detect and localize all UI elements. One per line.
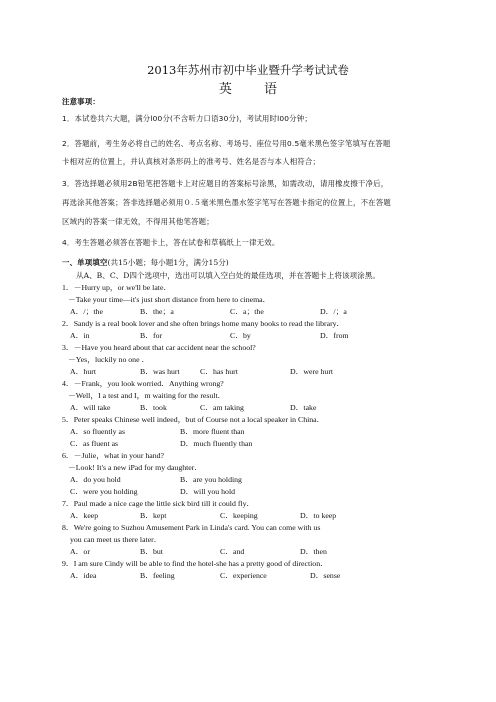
option-c[interactable]: C．as fluent as: [70, 439, 119, 448]
option-b[interactable]: B．more fluent than: [180, 427, 245, 436]
option-d[interactable]: D．/；a: [320, 307, 347, 316]
option-b[interactable]: B．took: [140, 403, 167, 412]
option-a[interactable]: A．hurt: [70, 367, 96, 376]
question-stem: 3．－Have you heard about that car accident near the school?: [62, 343, 256, 352]
option-a[interactable]: A．in: [70, 331, 90, 340]
option-b[interactable]: B．kept: [140, 511, 167, 520]
notice-item: 1．本试卷共六大题，满分l00分(不含听力口语30分)，考试用时l00分钟；: [62, 114, 312, 123]
option-a[interactable]: A．/；the: [70, 307, 103, 316]
option-b[interactable]: B．was hurt: [140, 367, 180, 376]
option-c[interactable]: C．were you holding: [70, 487, 138, 496]
question-stem: you can meet us there later．: [70, 535, 162, 544]
question-stem: 9．I am sure Cindy will be able to find the hotel-she has a pretty good of direction．: [62, 559, 328, 568]
section-heading-row: [62, 258, 442, 268]
option-a[interactable]: A．will take: [70, 403, 111, 412]
option-a[interactable]: A．idea: [70, 571, 97, 580]
option-d[interactable]: D．sense: [310, 571, 341, 580]
notice-item: 再选涂其他答案；答非选择题必须用０.５毫米黑色墨水签字笔写在答题卡指定的位置上，不在答题: [62, 198, 391, 207]
option-c[interactable]: C．a；the: [230, 307, 264, 316]
section-instruction: 从A、B、C、D四个选项中，选出可以填入空白处的最佳选项，并在答题卡上将该项涂黑。: [76, 271, 380, 280]
option-a[interactable]: A．or: [70, 547, 90, 556]
option-d[interactable]: D．take: [290, 403, 317, 412]
option-d[interactable]: D．from: [320, 331, 349, 340]
option-c[interactable]: C．experience: [220, 571, 267, 580]
question-stem: 2．Sandy is a real book lover and she often brings home many books to read the library．: [62, 319, 345, 328]
notice-item: 2．答题前，考生务必将自己的姓名、考点名称、考场号、座位号用0.5毫米黑色签字笔填写在答题: [62, 139, 391, 148]
option-c[interactable]: C．and: [220, 547, 245, 556]
question-stem: －Yes，luckily no one ．: [68, 355, 150, 364]
question-stem: 5．Peter speaks Chinese well indeed，but of Course not a local speaker in China．: [62, 415, 325, 424]
option-d[interactable]: D．then: [300, 547, 327, 556]
option-c[interactable]: C．keeping: [220, 511, 258, 520]
option-a[interactable]: A．so fluently as: [70, 427, 126, 436]
option-b[interactable]: B．feeling: [140, 571, 175, 580]
notice-heading: 注意事项：: [62, 97, 100, 106]
option-c[interactable]: C．am taking: [200, 403, 244, 412]
question-stem: －Take your time—it's just short distance from here to cinema．: [68, 295, 271, 304]
option-b[interactable]: B．but: [140, 547, 163, 556]
exam-title: 2013年苏州市初中毕业暨升学考试试卷: [147, 63, 349, 77]
question-stem: 8．We're going to Suzhou Amusement Park in Linda's card. You can come with us: [62, 523, 321, 532]
question-stem: 6．－Julie，what in your hand?: [62, 451, 164, 460]
question-stem: 7．Paul made a nice cage the little sick bird till it could fly．: [62, 499, 255, 508]
notice-item: 卡相对应的位置上，并认真核对条形码上的准考号、姓名是否与本人相符合；: [62, 157, 321, 166]
option-a[interactable]: A．keep: [70, 511, 99, 520]
notice-item: 3．答选择题必须用2B铅笔把答题卡上对应题目的答案标号涂黑，如需改动，请用橡皮擦干净后，: [62, 179, 389, 188]
subject-title: 英 语: [218, 82, 292, 97]
question-stem: 1．－Hurry up，or we'll be late．: [62, 283, 172, 292]
option-c[interactable]: C．by: [230, 331, 251, 340]
notice-item: 4．考生答题必须答在答题卡上，答在试卷和草稿纸上一律无效。: [62, 238, 280, 247]
option-d[interactable]: D．will you hold: [180, 487, 236, 496]
notice-item: 区域内的答案一律无效，不得用其他笔答题；: [62, 217, 214, 226]
section-heading-note: (共15小题；每小题1分，满分15分): [107, 258, 229, 267]
option-c[interactable]: C．has hurt: [200, 367, 238, 376]
option-b[interactable]: B．are you holding: [180, 475, 242, 484]
question-stem: 4．－Frank，you look worried．Anything wrong?: [62, 379, 224, 388]
option-b[interactable]: B．the；a: [140, 307, 174, 316]
option-d[interactable]: D．to keep: [300, 511, 337, 520]
option-d[interactable]: D．much fluently than: [180, 439, 253, 448]
section-heading: 一、单项填空: [62, 258, 108, 267]
question-stem: －Look! It's a new iPad for my daughter．: [68, 463, 203, 472]
option-d[interactable]: D．were hurt: [290, 367, 334, 376]
option-a[interactable]: A．do you hold: [70, 475, 121, 484]
question-stem: －Well，I a test and I，m waiting for the result．: [68, 391, 226, 400]
option-b[interactable]: B．for: [140, 331, 163, 340]
